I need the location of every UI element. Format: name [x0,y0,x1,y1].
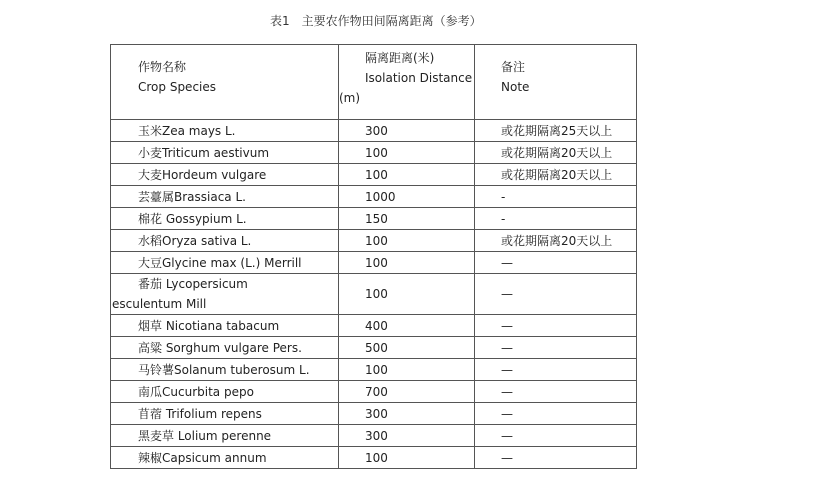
header-distance-en: Isolation Distance [365,71,473,85]
note-cell: 或花期隔离20天以上 [475,142,637,164]
species-cell: 烟草 Nicotiana tabacum [111,315,339,337]
species-cell: 黑麦草 Lolium perenne [111,425,339,447]
distance-cell: 400 [339,315,475,337]
note-cell: - [475,186,637,208]
distance-cell: 100 [339,359,475,381]
species-line-1: 番茄 Lycopersicum [138,277,248,291]
note-cell: — [475,425,637,447]
note-cell: — [475,381,637,403]
note-cell: - [475,208,637,230]
header-note-zh: 备注 [501,60,526,74]
species-cell: 高粱 Sorghum vulgare Pers. [111,337,339,359]
isolation-distance-table [110,44,637,469]
table-row [111,252,637,274]
species-cell: 南瓜Cucurbita pepo [111,381,339,403]
species-cell: 辣椒Capsicum annum [111,447,339,469]
species-cell: 大麦Hordeum vulgare [111,164,339,186]
species-cell: 马铃薯Solanum tuberosum L. [111,359,339,381]
header-species [111,45,339,120]
note-cell: — [475,447,637,469]
table-row [111,230,637,252]
table-row [111,447,637,469]
distance-cell: 100 [339,447,475,469]
table-row [111,208,637,230]
table-row [111,403,637,425]
table-row [111,337,637,359]
table-header-row [111,45,637,120]
note-cell: 或花期隔离25天以上 [475,120,637,142]
header-species-en: Crop Species [138,80,217,94]
distance-cell: 300 [339,425,475,447]
note-cell: 或花期隔离20天以上 [475,230,637,252]
table-row [111,425,637,447]
note-cell: 或花期隔离20天以上 [475,164,637,186]
distance-cell: 100 [339,230,475,252]
header-note [475,45,637,120]
note-cell: — [475,252,637,274]
distance-cell: 100 [339,252,475,274]
caption-label: 表1 [270,14,290,28]
table-row [111,315,637,337]
distance-cell: 150 [339,208,475,230]
species-cell: 苜蓿 Trifolium repens [111,403,339,425]
distance-cell: 700 [339,381,475,403]
species-line-2: esculentum Mill [112,297,207,311]
table-row [111,381,637,403]
distance-cell: 100 [339,274,475,315]
table-row [111,142,637,164]
distance-cell: 100 [339,142,475,164]
note-cell: — [475,337,637,359]
header-distance [339,45,475,120]
species-cell: 玉米Zea mays L. [111,120,339,142]
header-note-en: Note [501,80,530,94]
species-cell [111,274,339,315]
distance-cell: 300 [339,120,475,142]
note-cell: — [475,315,637,337]
table-row [111,120,637,142]
distance-cell: 1000 [339,186,475,208]
note-cell: — [475,359,637,381]
species-cell: 棉花 Gossypium L. [111,208,339,230]
header-species-zh: 作物名称 [138,60,187,74]
distance-cell: 300 [339,403,475,425]
distance-cell: 500 [339,337,475,359]
caption-title: 主要农作物田间隔离距离（参考） [301,14,482,28]
note-cell: — [475,403,637,425]
species-cell: 水稻Oryza sativa L. [111,230,339,252]
table-row [111,164,637,186]
table-caption [270,12,482,29]
table-row [111,274,637,315]
species-cell: 芸薹属Brassiaca L. [111,186,339,208]
note-cell: — [475,274,637,315]
table-row [111,186,637,208]
table-row [111,359,637,381]
header-distance-unit: (m) [339,91,361,105]
header-distance-zh: 隔离距离(米) [365,51,435,65]
species-cell: 小麦Triticum aestivum [111,142,339,164]
distance-cell: 100 [339,164,475,186]
species-cell: 大豆Glycine max (L.) Merrill [111,252,339,274]
